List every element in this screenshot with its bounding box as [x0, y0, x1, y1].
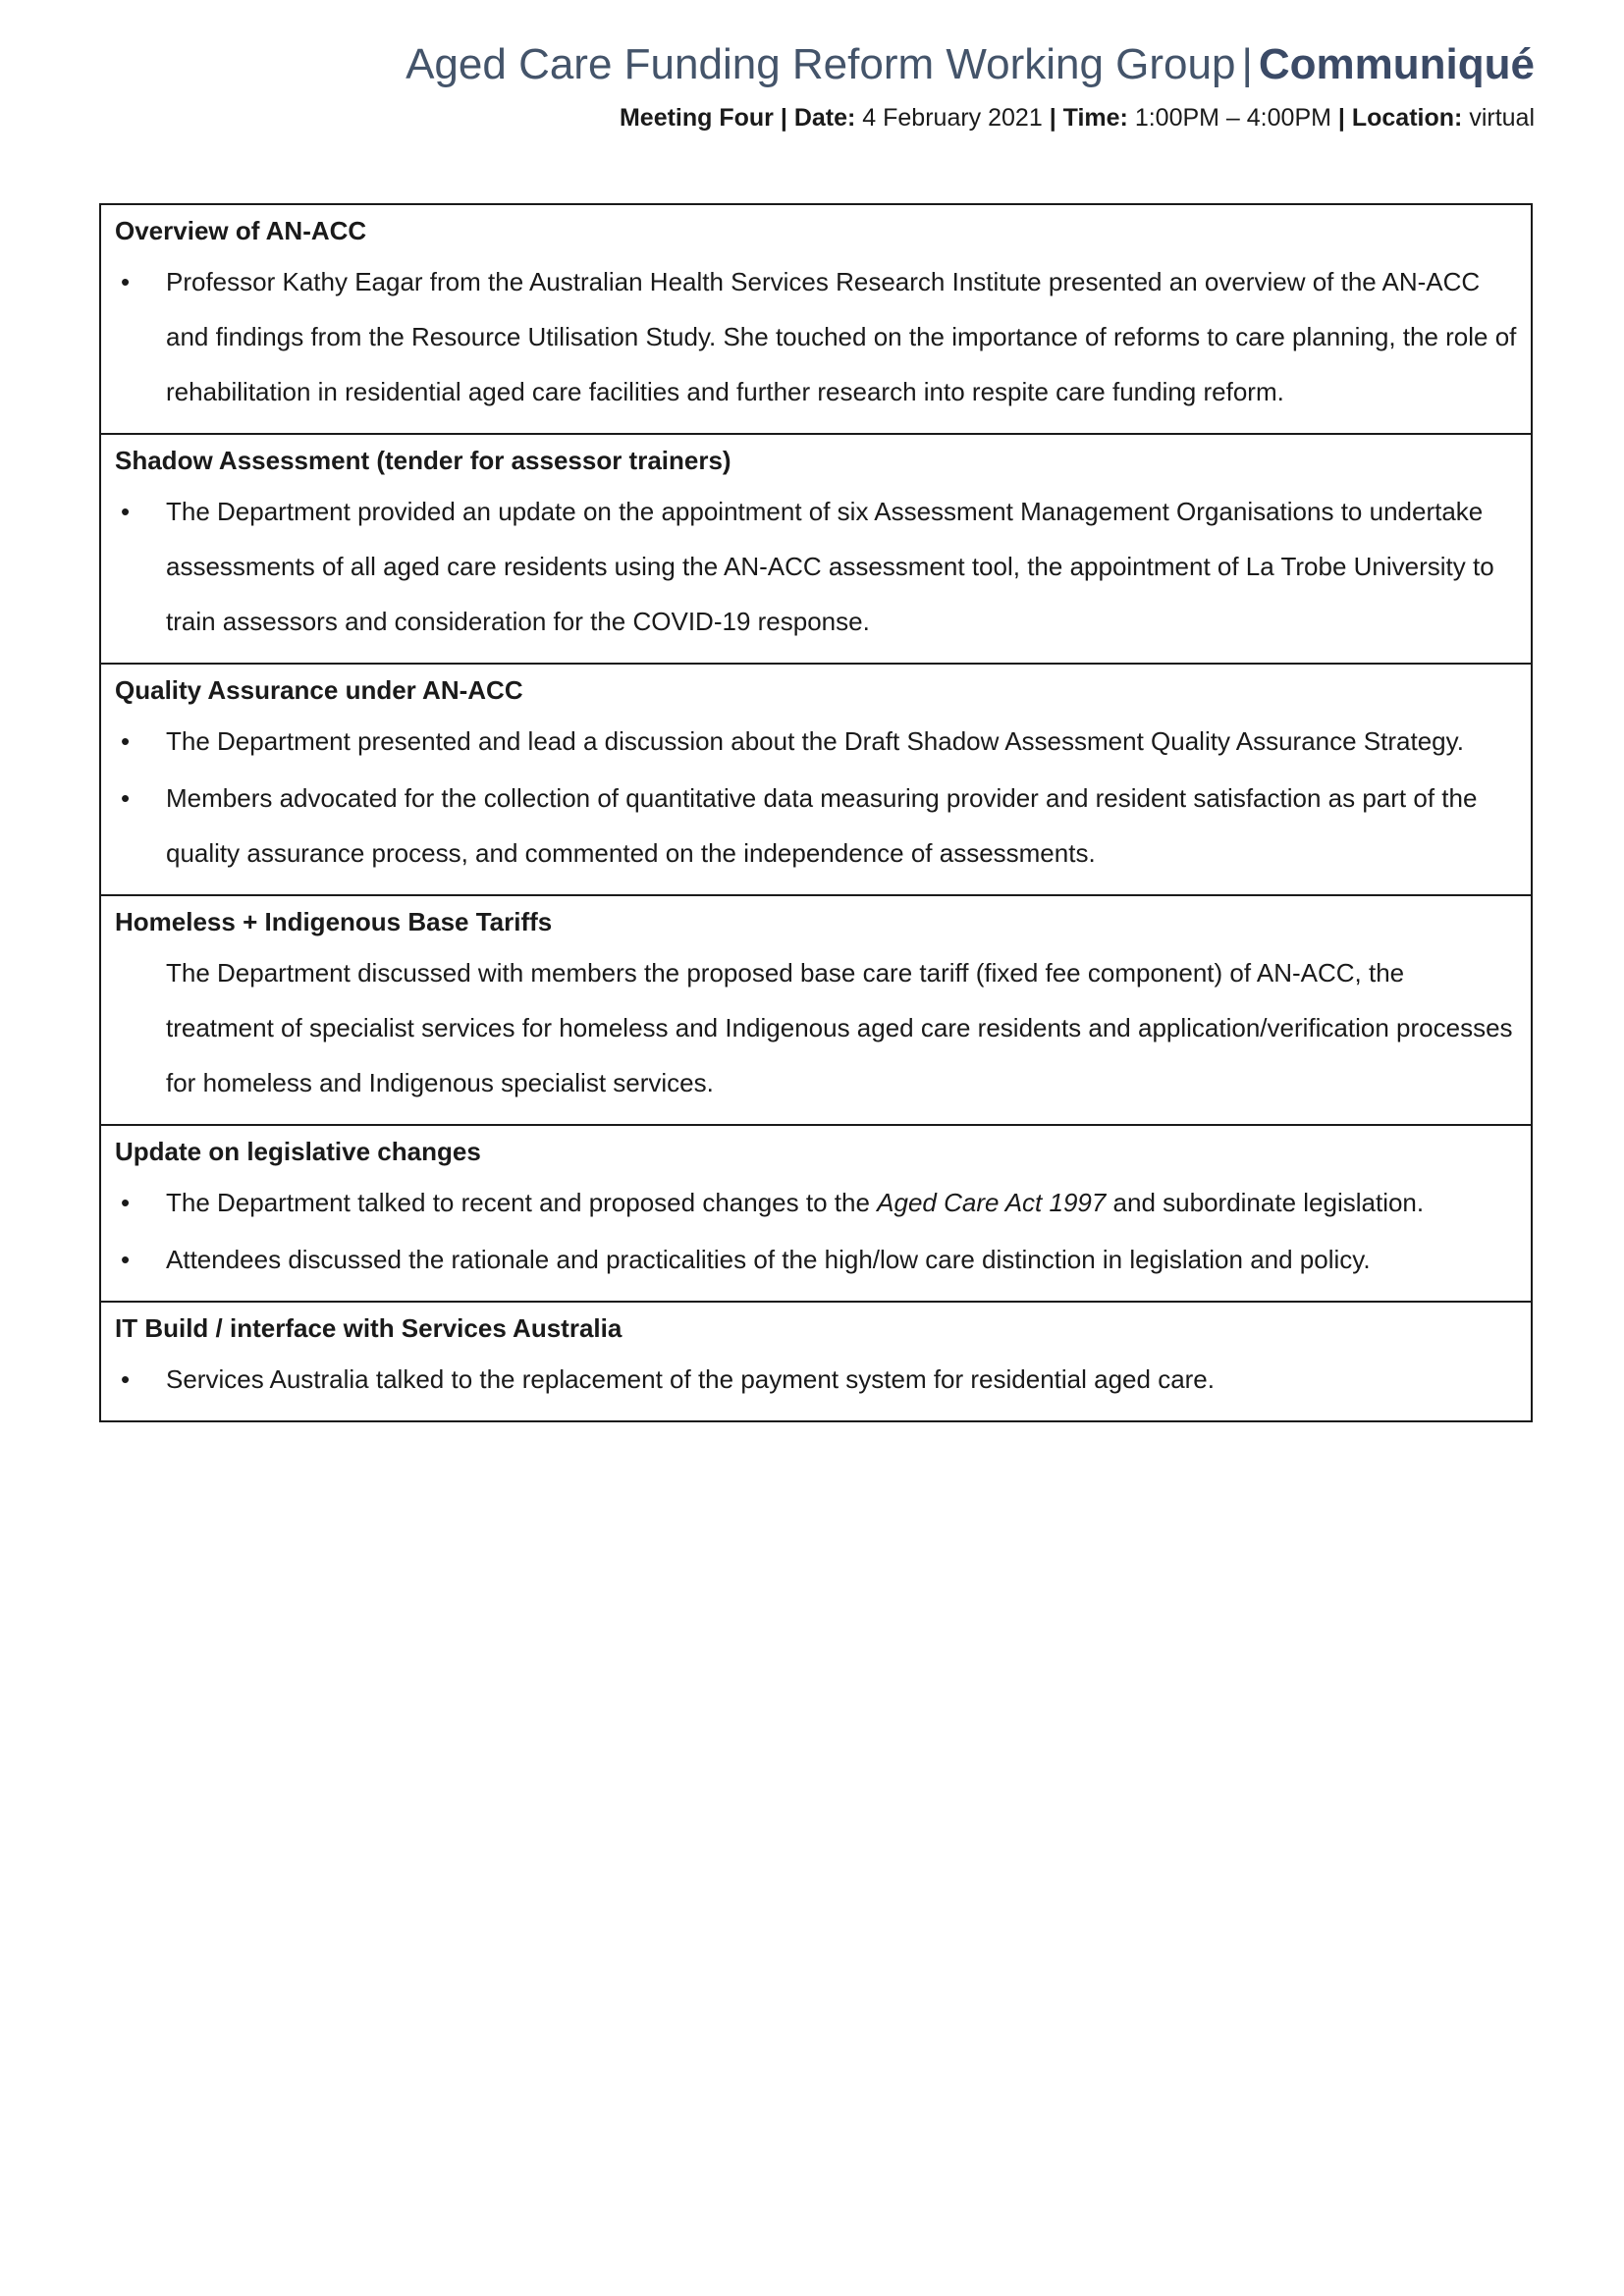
section-shadow-assessment	[101, 433, 1531, 663]
list-item	[115, 945, 1517, 1110]
title-separator: |	[1241, 40, 1253, 88]
list-item	[115, 714, 1517, 769]
time-value: 1:00PM – 4:00PM	[1134, 104, 1331, 132]
section-overview-an-acc	[101, 205, 1531, 433]
section-title: Shadow Assessment (tender for assessor trainers)	[115, 446, 731, 475]
section-items	[115, 945, 1517, 1110]
section-it-build	[101, 1301, 1531, 1420]
item-text-post: and subordinate legislation.	[1106, 1188, 1425, 1217]
section-items	[115, 254, 1517, 419]
location-value: virtual	[1469, 104, 1535, 132]
item-text-pre: The Department talked to recent and proposed changes to the	[166, 1188, 878, 1217]
section-items	[115, 714, 1517, 881]
bullet: •	[121, 1245, 131, 1274]
item-text: Professor Kathy Eagar from the Australian Health Services Research Institute presented an overview of the AN-ACC and findings from the Resource Utilisation Study. She touched on the importance of reforms to care planning, the role of rehabilitation in residential aged care facilities and further research into respite care funding reform.	[166, 267, 1517, 406]
date-value: 4 February 2021	[862, 104, 1043, 132]
page-title	[406, 37, 1535, 92]
list-item	[115, 254, 1517, 419]
meta-separator: |	[780, 104, 787, 132]
document-header	[406, 37, 1535, 133]
time-label: Time:	[1062, 104, 1128, 132]
date-label: Date:	[793, 104, 856, 132]
item-text: The Department presented and lead a discussion about the Draft Shadow Assessment Quality Assurance Strategy.	[166, 726, 1464, 756]
section-items	[115, 484, 1517, 649]
meta-separator: |	[1049, 104, 1056, 132]
bullet: •	[121, 726, 131, 756]
list-item	[115, 484, 1517, 649]
item-text: Attendees discussed the rationale and practicalities of the high/low care distinction in legislation and policy.	[166, 1245, 1371, 1274]
list-item	[115, 771, 1517, 881]
communique-table	[99, 203, 1533, 1422]
bullet: •	[121, 1188, 131, 1217]
list-item	[115, 1232, 1517, 1287]
bullet: •	[121, 497, 131, 526]
location-label: Location:	[1351, 104, 1463, 132]
section-homeless-indigenous-tariffs	[101, 894, 1531, 1124]
section-items	[115, 1352, 1517, 1407]
list-item	[115, 1352, 1517, 1407]
bullet: •	[121, 267, 131, 296]
section-title: Overview of AN-ACC	[115, 216, 367, 245]
item-text: Services Australia talked to the replacement of the payment system for residential aged care.	[166, 1364, 1215, 1394]
item-text: Members advocated for the collection of quantitative data measuring provider and resident satisfaction as part of the quality assurance process, and commented on the independence of assessments.	[166, 783, 1478, 868]
section-legislative-changes	[101, 1124, 1531, 1301]
section-quality-assurance	[101, 663, 1531, 894]
title-main: Aged Care Funding Reform Working Group	[406, 40, 1236, 88]
bullet: •	[121, 783, 131, 813]
item-text: The Department discussed with members the proposed base care tariff (fixed fee component) of AN-ACC, the treatment of specialist services for homeless and Indigenous aged care residents and application/verification processes for homeless and Indigenous specialist services.	[166, 958, 1513, 1097]
meeting-meta	[406, 102, 1535, 133]
act-title: Aged Care Act 1997	[877, 1188, 1107, 1217]
section-title: Update on legislative changes	[115, 1137, 481, 1166]
section-items	[115, 1175, 1517, 1287]
bullet: •	[121, 1364, 131, 1394]
section-title: Homeless + Indigenous Base Tariffs	[115, 907, 553, 936]
section-title: Quality Assurance under AN-ACC	[115, 675, 523, 705]
list-item	[115, 1175, 1517, 1230]
section-title: IT Build / interface with Services Australia	[115, 1313, 623, 1343]
meta-separator: |	[1337, 104, 1345, 132]
item-text: The Department provided an update on the appointment of six Assessment Management Organisations to undertake assessments of all aged care residents using the AN-ACC assessment tool, the appointment of La Trobe University to train assessors and consideration for the COVID-19 response.	[166, 497, 1494, 636]
meeting-label: Meeting Four	[619, 104, 774, 132]
title-communique: Communiqué	[1258, 40, 1535, 88]
